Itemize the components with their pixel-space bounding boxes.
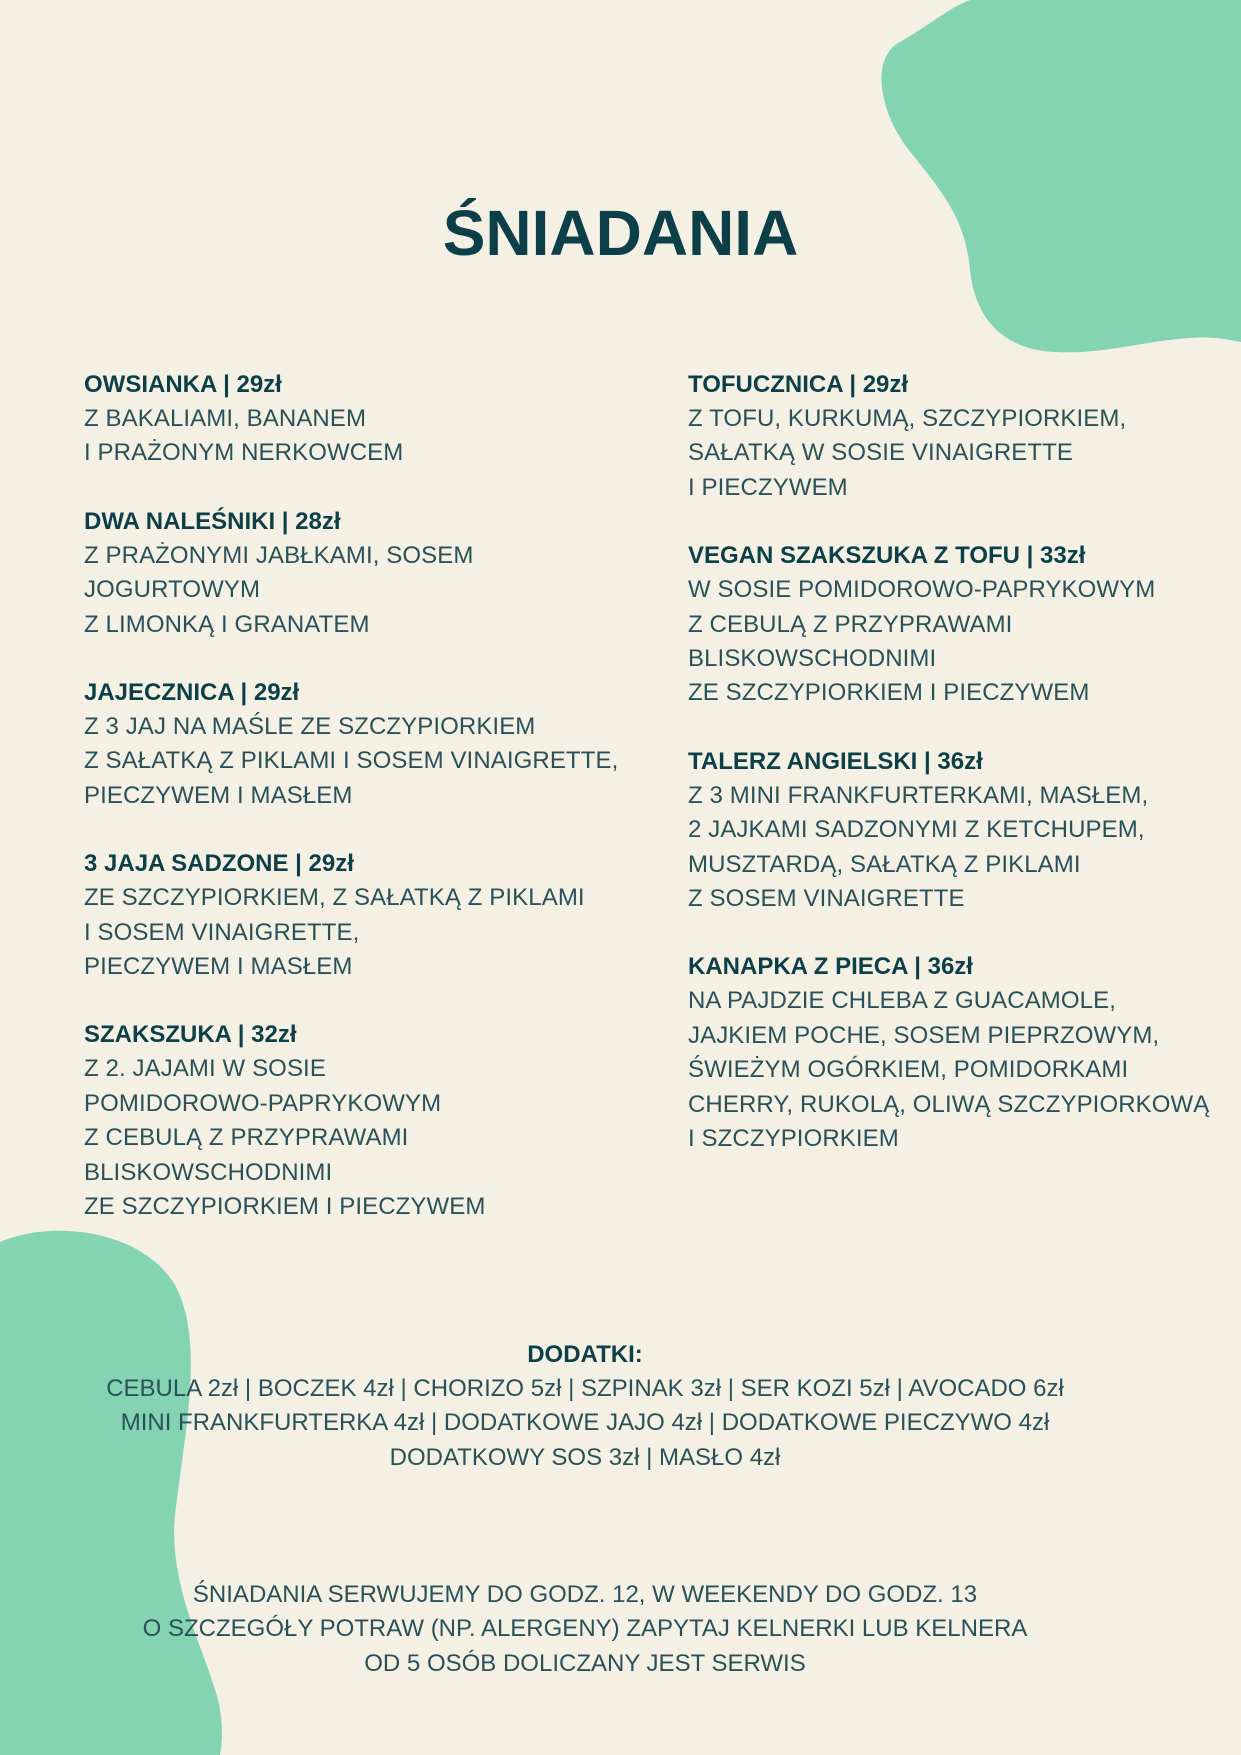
item-name: KANAPKA Z PIECA | 36zł: [688, 953, 973, 981]
item-name: TALERZ ANGIELSKI | 36zł: [688, 747, 983, 775]
description-line: NA PAJDZIE CHLEBA Z GUACAMOLE,: [688, 987, 1116, 1015]
description-line: PIECZYWEM I MASŁEM: [84, 781, 353, 809]
description-line: W SOSIE POMIDOROWO-PAPRYKOWYM: [688, 576, 1156, 604]
item-name: DWA NALEŚNIKI | 28zł: [84, 507, 341, 535]
menu-item: [84, 1018, 644, 1224]
description-line: Z 2. JAJAMI W SOSIE: [84, 1055, 326, 1083]
extras-line: CEBULA 2zł | BOCZEK 4zł | CHORIZO 5zł | SZPINAK 3zł | SER KOZI 5zł | AVOCADO 6zł: [106, 1375, 1064, 1402]
item-name: TOFUCZNICA | 29zł: [688, 371, 909, 398]
menu-item: [688, 745, 1228, 917]
description-line: SAŁATKĄ W SOSIE VINAIGRETTE: [688, 439, 1074, 467]
menu-item: [688, 950, 1228, 1156]
extras-title: DODATKI:: [527, 1341, 643, 1368]
menu-item: [84, 505, 644, 642]
description-line: Z 3 JAJ NA MAŚLE ZE SZCZYPIORKIEM: [84, 713, 536, 741]
description-line: Z LIMONKĄ I GRANATEM: [84, 610, 370, 638]
item-name: OWSIANKA | 29zł: [84, 371, 282, 398]
description-line: BLISKOWSCHODNIMI: [84, 1158, 333, 1186]
extras-line: DODATKOWY SOS 3zł | MASŁO 4zł: [389, 1443, 781, 1471]
extras-section: [0, 1338, 1170, 1475]
menu-item: [84, 676, 644, 813]
item-description: [84, 1052, 644, 1224]
description-line: Z CEBULĄ Z PRZYPRAWAMI: [688, 610, 1013, 638]
description-line: ŚWIEŻYM OGÓRKIEM, POMIDORKAMI: [688, 1056, 1129, 1084]
item-name: 3 JAJA SADZONE | 29zł: [84, 850, 354, 878]
item-description: [688, 402, 1228, 505]
description-line: I SOSEM VINAIGRETTE,: [84, 918, 360, 946]
item-description: [84, 710, 644, 813]
item-name: SZAKSZUKA | 32zł: [84, 1021, 297, 1049]
description-line: PIECZYWEM I MASŁEM: [84, 953, 353, 981]
description-line: Z SAŁATKĄ Z PIKLAMI I SOSEM VINAIGRETTE,: [84, 747, 619, 775]
description-line: JAJKIEM POCHE, SOSEM PIEPRZOWYM,: [688, 1021, 1160, 1049]
menu-item: [84, 847, 644, 984]
item-description: [84, 539, 644, 642]
description-line: Z SOSEM VINAIGRETTE: [688, 885, 965, 913]
notes-line: O SZCZEGÓŁY POTRAW (NP. ALERGENY) ZAPYTAJ KELNERKI LUB KELNERA: [142, 1615, 1028, 1643]
description-line: Z CEBULĄ Z PRZYPRAWAMI: [84, 1124, 409, 1152]
menu-item: [688, 368, 1228, 505]
description-line: 2 JAJKAMI SADZONYMI Z KETCHUPEM,: [688, 816, 1145, 844]
item-description: [84, 402, 644, 471]
description-line: Z PRAŻONYMI JABŁKAMI, SOSEM: [84, 541, 474, 569]
page-title: ŚNIADANIA: [442, 197, 799, 269]
description-line: JOGURTOWYM: [84, 576, 261, 604]
description-line: CHERRY, RUKOLĄ, OLIWĄ SZCZYPIORKOWĄ: [688, 1090, 1210, 1118]
menu-column-right: [688, 368, 1228, 1191]
description-line: Z TOFU, KURKUMĄ, SZCZYPIORKIEM,: [688, 405, 1127, 432]
description-line: ZE SZCZYPIORKIEM I PIECZYWEM: [688, 679, 1090, 707]
menu-item: [688, 539, 1228, 711]
description-line: I SZCZYPIORKIEM: [688, 1125, 899, 1153]
description-line: Z BAKALIAMI, BANANEM: [84, 405, 367, 432]
description-line: ZE SZCZYPIORKIEM, Z SAŁATKĄ Z PIKLAMI: [84, 884, 585, 912]
menu-item: [84, 368, 644, 471]
description-line: I PRAŻONYM NERKOWCEM: [84, 439, 404, 467]
item-name: JAJECZNICA | 29zł: [84, 679, 300, 707]
menu-column-left: [84, 368, 644, 1259]
description-line: MUSZTARDĄ, SAŁATKĄ Z PIKLAMI: [688, 850, 1081, 878]
item-description: [688, 779, 1228, 917]
item-description: [688, 984, 1228, 1156]
item-name: VEGAN SZAKSZUKA Z TOFU | 33zł: [688, 542, 1086, 570]
description-line: BLISKOWSCHODNIMI: [688, 645, 937, 673]
description-line: ZE SZCZYPIORKIEM I PIECZYWEM: [84, 1193, 486, 1221]
description-line: POMIDOROWO-PAPRYKOWYM: [84, 1089, 442, 1117]
footer-notes: [0, 1578, 1170, 1681]
description-line: Z 3 MINI FRANKFURTERKAMI, MASŁEM,: [688, 781, 1149, 809]
item-description: [84, 881, 644, 984]
extras-line: MINI FRANKFURTERKA 4zł | DODATKOWE JAJO 4zł | DODATKOWE PIECZYWO 4zł: [120, 1409, 1050, 1437]
notes-line: OD 5 OSÓB DOLICZANY JEST SERWIS: [364, 1649, 806, 1677]
description-line: I PIECZYWEM: [688, 473, 848, 501]
item-description: [688, 573, 1228, 711]
notes-line: ŚNIADANIA SERWUJEMY DO GODZ. 12, W WEEKENDY DO GODZ. 13: [192, 1581, 978, 1608]
